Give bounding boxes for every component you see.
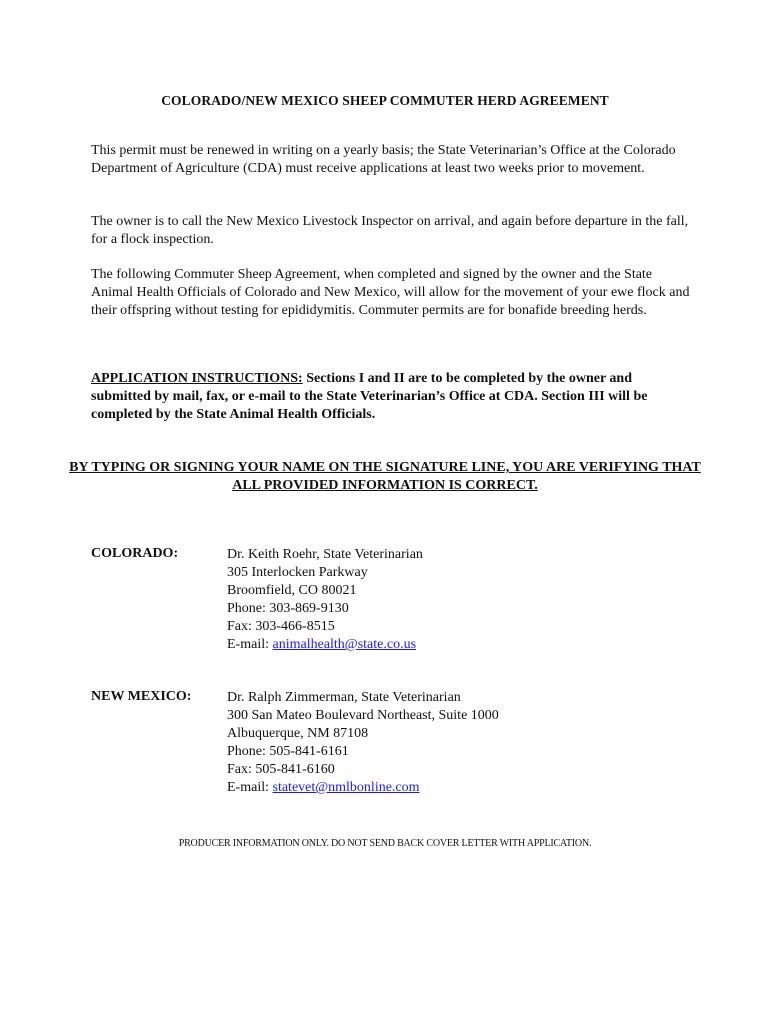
new-mexico-vet-name: Dr. Ralph Zimmerman, State Veterinarian	[227, 690, 461, 705]
new-mexico-email-prefix: E-mail:	[227, 780, 273, 795]
new-mexico-address-line2: Albuquerque, NM 87108	[227, 726, 369, 741]
instructions-heading: APPLICATION INSTRUCTIONS:	[91, 371, 303, 386]
footer-note: PRODUCER INFORMATION ONLY. DO NOT SEND BACK COVER LETTER WITH APPLICATION.	[178, 838, 592, 849]
paragraph-renewal: This permit must be renewed in writing on a yearly basis; the State Veterinarian’s Office at the Colorado Department of Agriculture (CDA) must receive applications at least two weeks prior to movement.	[91, 143, 676, 176]
paragraph-agreement: The following Commuter Sheep Agreement, when completed and signed by the owner and the State Animal Health Officials of Colorado and New Mexico, will allow for the movement of your ewe flock and their offspring without testing for epididymitis. Commuter permits are for bonafide breeding herds.	[91, 267, 690, 318]
colorado-address-line2: Broomfield, CO 80021	[227, 583, 357, 598]
colorado-email-prefix: E-mail:	[227, 637, 273, 652]
instructions-body: Sections I and II are to be completed by the owner and submitted by mail, fax, or e-mail to the State Veterinarian’s Office at CDA. Section III will be completed by the State Animal Health Officials.	[91, 371, 648, 422]
colorado-address-line1: 305 Interlocken Parkway	[227, 565, 368, 580]
colorado-phone: Phone: 303-869-9130	[227, 601, 349, 616]
colorado-vet-name: Dr. Keith Roehr, State Veterinarian	[227, 547, 423, 562]
new-mexico-email-link[interactable]: statevet@nmlbonline.com	[272, 780, 420, 795]
new-mexico-label: NEW MEXICO:	[91, 689, 192, 704]
colorado-email-line	[227, 636, 707, 654]
new-mexico-contact	[227, 689, 707, 797]
paragraph-inspection: The owner is to call the New Mexico Livestock Inspector on arrival, and again before departure in the fall, for a flock inspection.	[91, 214, 689, 247]
application-instructions	[91, 370, 691, 424]
signature-warning: BY TYPING OR SIGNING YOUR NAME ON THE SIGNATURE LINE, YOU ARE VERIFYING THAT ALL PROVIDED INFORMATION IS CORRECT.	[69, 460, 701, 493]
new-mexico-phone: Phone: 505-841-6161	[227, 744, 349, 759]
colorado-fax: Fax: 303-466-8515	[227, 619, 335, 634]
colorado-email-link[interactable]: animalhealth@state.co.us	[272, 637, 417, 652]
new-mexico-address-line1: 300 San Mateo Boulevard Northeast, Suite 1000	[227, 708, 499, 723]
new-mexico-email-line	[227, 779, 707, 797]
new-mexico-fax: Fax: 505-841-6160	[227, 762, 335, 777]
colorado-label: COLORADO:	[91, 546, 179, 561]
document-title: COLORADO/NEW MEXICO SHEEP COMMUTER HERD AGREEMENT	[161, 93, 609, 108]
colorado-contact	[227, 546, 707, 654]
